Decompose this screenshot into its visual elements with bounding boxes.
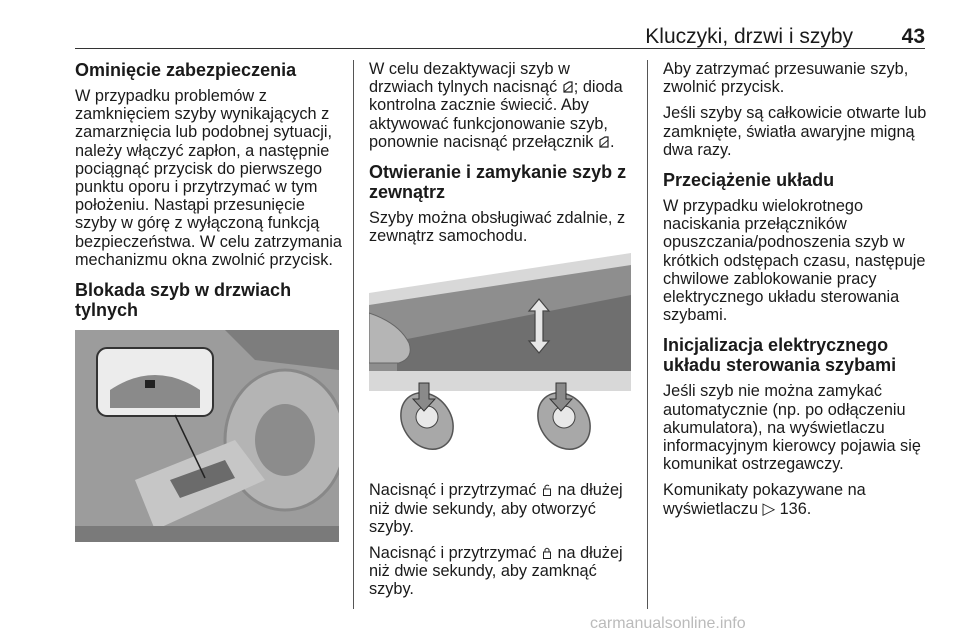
page-reference-icon: ▷ [762, 499, 776, 518]
watermark: carmanualsonline.info [590, 615, 746, 632]
paragraph-deactivate: W celu dezaktywacji szyb w drzwiach tylnych nacisnąć ; dioda kontrolna zacznie świecić. Aby aktywować funkcjonowanie szyb, ponownie nacisnąć przełącznik . [369, 60, 623, 151]
lock-icon [542, 547, 552, 559]
header-rule [75, 48, 925, 49]
remote-window-illustration [369, 253, 631, 465]
rear-window-lock-icon [563, 81, 573, 93]
column-2 [369, 60, 637, 607]
heading-bypass: Ominięcie zabezpieczenia [75, 60, 297, 80]
column-divider-2 [647, 60, 648, 609]
paragraph-overload: W przypadku wielokrotnego naciskania przełączników opuszczania/podnoszenia szyb w krótkich odstępach czasu, następuje chwilowe zablokowanie pracy elektrycznego układu sterowania szybami. [663, 197, 926, 325]
header-title: Kluczyki, drzwi i szyby [645, 25, 853, 48]
paragraph-remote: Szyby można obsługiwać zdalnie, z zewnątrz samochodu. [369, 209, 626, 246]
page-header [75, 22, 925, 48]
paragraph-messages: Komunikaty pokazywane na wyświetlaczu ▷ 136. [663, 481, 866, 518]
heading-remote: Otwieranie i zamykanie szyb z zewnątrz [369, 162, 627, 203]
page-number: 43 [901, 25, 925, 48]
paragraph-hazard: Jeśli szyby są całkowicie otwarte lub zamknięte, światła awaryjne migną dwa razy. [663, 104, 927, 159]
column-1 [75, 60, 345, 542]
unlock-icon [542, 484, 552, 496]
heading-rear-lock: Blokada szyb w drzwiach tylnych [75, 280, 292, 321]
paragraph-close: Nacisnąć i przytrzymać na dłużej niż dwie sekundy, aby zamknąć szyby. [369, 544, 623, 599]
column-divider-1 [353, 60, 354, 609]
heading-init: Inicjalizacja elektrycznego układu sterowania szybami [663, 335, 897, 376]
door-switch-illustration [75, 330, 339, 542]
page-reference[interactable]: 136 [779, 499, 807, 518]
paragraph-open: Nacisnąć i przytrzymać na dłużej niż dwie sekundy, aby otworzyć szyby. [369, 481, 623, 536]
paragraph-bypass: W przypadku problemów z zamknięciem szyby wynikających z zamarznięcia lub podobnej sytuacji, należy włączyć zapłon, a następnie pociągnąć przycisk do pierwszego punktu oporu i przytrzymać w tym położeniu. Nastąpi przesunięcie szyby w górę z wyłączoną funkcją bezpieczeństwa. W celu zatrzymania mechanizmu okna zwolnić przycisk. [75, 87, 342, 269]
paragraph-init: Jeśli szyb nie można zamykać automatycznie (np. po odłączeniu akumulatora), na wyświetlaczu informacyjnym kierowcy pojawia się komunikat ostrzegawczy. [663, 382, 921, 474]
heading-overload: Przeciążenie układu [663, 170, 835, 191]
rear-window-lock-icon-2 [599, 136, 609, 148]
column-3 [663, 60, 928, 526]
paragraph-stop: Aby zatrzymać przesuwanie szyb, zwolnić przycisk. [663, 60, 909, 97]
